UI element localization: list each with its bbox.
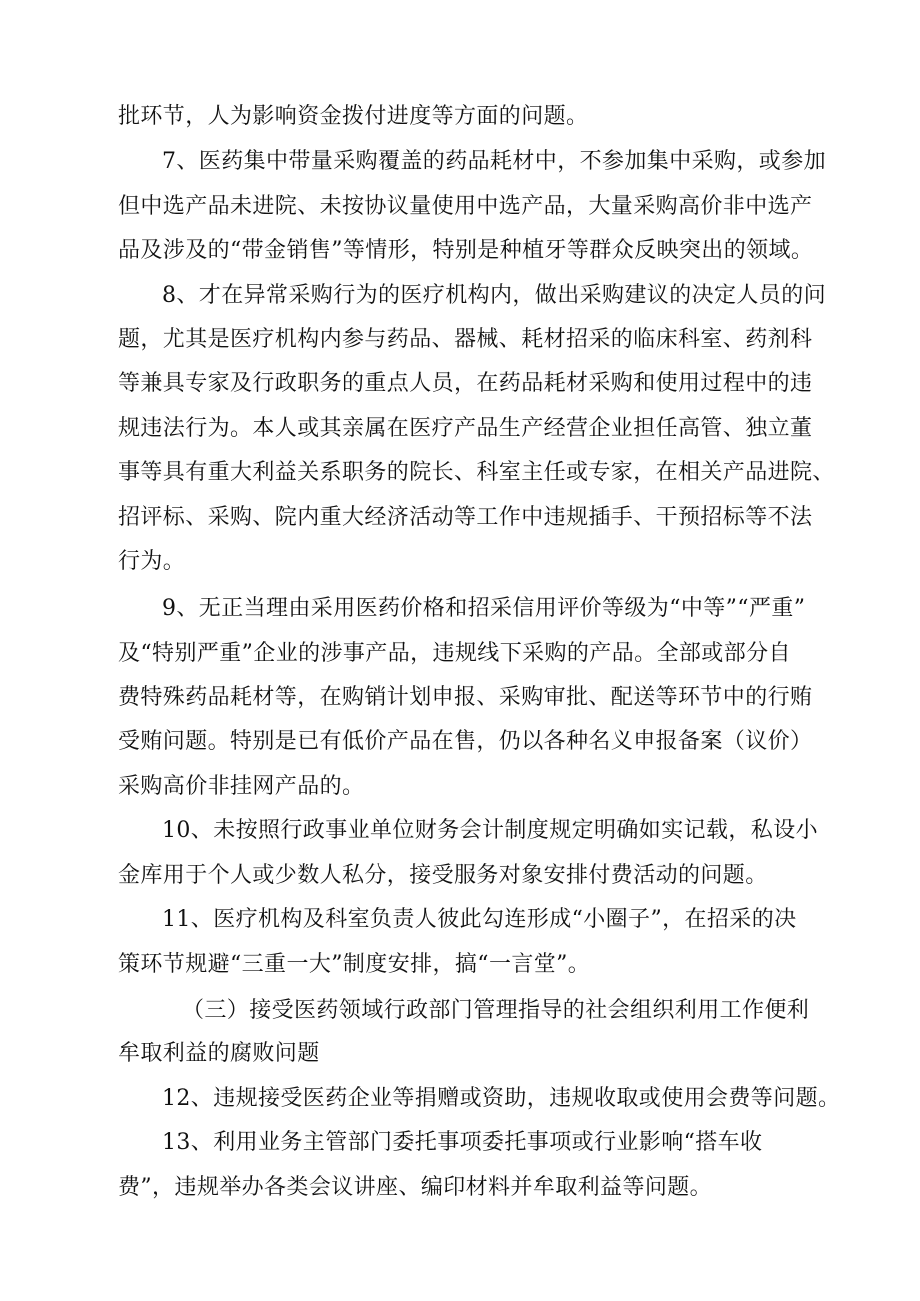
text-line: 10、未按照行政事业单位财务会计制度规定明确如实记载，私设小 — [162, 818, 818, 843]
text-line: 11、医疗机构及科室负责人彼此勾连形成“小圈子”，在招采的决 — [162, 907, 797, 932]
text-line: 采购高价非挂网产品的。 — [118, 774, 365, 799]
text-line: 但中选产品未进院、未按协议量使用中选产品，大量采购高价非中选产 — [118, 194, 813, 219]
text-line: 规违法行为。本人或其亲属在医疗产品生产经营企业担任高管、独立董 — [118, 416, 813, 441]
text-line: 费特殊药品耗材等，在购销计划申报、采购审批、配送等环节中的行贿 — [118, 685, 813, 710]
text-line: 7、医药集中带量采购覆盖的药品耗材中，不参加集中采购，或参加 — [162, 149, 826, 174]
section-heading-continued: 牟取利益的腐败问题 — [118, 1041, 320, 1066]
text-line: 行为。 — [118, 549, 186, 574]
text-line: 策环节规避“三重一大”制度安排，搞“一言堂”。 — [118, 952, 591, 977]
text-line: 事等具有重大利益关系职务的院长、科室主任或专家，在相关产品进院、 — [118, 460, 835, 485]
text-line: 9、无正当理由采用医药价格和招采信用评价等级为“中等”“严重” — [162, 596, 806, 621]
text-line: 费”，违规举办各类会议讲座、编印材料并牟取利益等问题。 — [118, 1175, 713, 1200]
text-line: 8、才在异常采购行为的医疗机构内，做出采购建议的决定人员的问 — [162, 283, 826, 308]
text-line: 品及涉及的“带金销售”等情形，特别是种植牙等群众反映突出的领域。 — [118, 238, 814, 263]
text-line: 13、利用业务主管部门委托事项委托事项或行业影响“搭车收 — [162, 1130, 763, 1155]
text-line: 金库用于个人或少数人私分，接受服务对象安排付费活动的问题。 — [118, 863, 768, 888]
section-heading: （三）接受医药领域行政部门管理指导的社会组织利用工作便利 — [182, 998, 810, 1023]
text-line: 题，尤其是医疗机构内参与药品、器械、耗材招采的临床科室、药剂科 — [118, 327, 813, 352]
text-line: 招评标、采购、院内重大经济活动等工作中违规插手、干预招标等不法 — [118, 505, 813, 530]
text-line: 等兼具专家及行政职务的重点人员，在药品耗材采购和使用过程中的违 — [118, 371, 813, 396]
text-line: 批环节，人为影响资金拨付进度等方面的问题。 — [118, 104, 589, 129]
text-line: 受贿问题。特别是已有低价产品在售，仍以各种名义申报备案（议价） — [118, 729, 813, 754]
text-line: 及“特别严重”企业的涉事产品，违规线下采购的产品。全部或部分自 — [118, 641, 791, 666]
text-line: 12、违规接受医药企业等捐赠或资助，违规收取或使用会费等问题。 — [162, 1086, 841, 1111]
